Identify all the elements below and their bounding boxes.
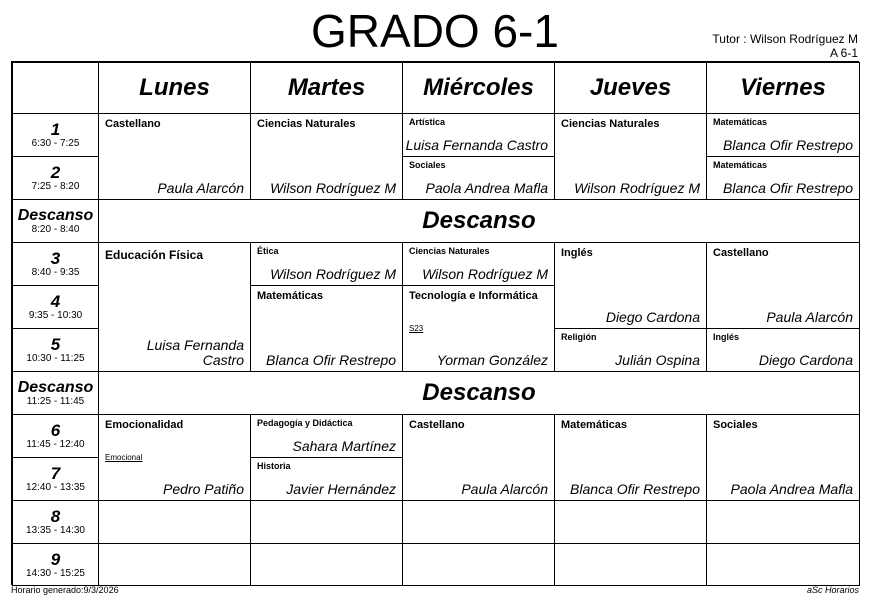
teacher-label: Javier Hernández <box>286 481 396 497</box>
empty-cell[interactable] <box>250 500 403 544</box>
subject-label: Ética <box>257 246 279 256</box>
break-label <box>12 199 99 243</box>
teacher-label: Paola Andrea Mafla <box>730 481 853 497</box>
period-time: 13:35 - 14:30 <box>26 525 85 536</box>
period-time: 14:30 - 15:25 <box>26 567 85 579</box>
break-row: Descanso <box>98 371 860 415</box>
period-time: 11:45 - 12:40 <box>26 439 85 450</box>
period-time: 6:30 - 7:25 <box>31 138 80 149</box>
teacher-line: Castro <box>202 352 244 368</box>
lesson-cell[interactable] <box>98 414 251 501</box>
day-header-lunes: Lunes <box>98 62 251 114</box>
empty-cell[interactable] <box>554 500 707 544</box>
lesson-cell[interactable] <box>706 414 860 501</box>
room-label: S23 <box>409 324 424 333</box>
lesson-cell[interactable] <box>402 242 555 286</box>
subject-label: Matemáticas <box>561 419 628 431</box>
period-label <box>12 156 99 200</box>
period-number: 6 <box>50 421 61 440</box>
subject-label: Historia <box>257 461 291 471</box>
subject-label: Matemáticas <box>713 160 768 170</box>
day-header-martes: Martes <box>250 62 403 114</box>
lesson-cell[interactable] <box>706 113 860 157</box>
teacher-label: Diego Cardona <box>758 352 853 368</box>
lesson-cell[interactable] <box>250 414 403 458</box>
subject-label: Pedagogía y Didáctica <box>257 418 353 428</box>
subject-label: Sociales <box>713 419 758 431</box>
lesson-cell[interactable] <box>554 242 707 329</box>
period-number: 1 <box>50 120 61 139</box>
subject-label: Artística <box>409 117 446 127</box>
lesson-cell[interactable] <box>98 113 251 200</box>
teacher-label <box>147 338 244 368</box>
subject-label: Ciencias Naturales <box>561 118 660 130</box>
period-label <box>12 543 99 586</box>
teacher-label: Paula Alarcón <box>157 180 244 196</box>
subject-label: Religión <box>561 332 597 342</box>
teacher-label: Blanca Ofir Restrepo <box>723 180 853 196</box>
empty-cell[interactable] <box>706 543 860 586</box>
room-label: Emocional <box>105 453 143 462</box>
period-number: 9 <box>50 549 61 569</box>
teacher-label: Pedro Patiño <box>163 481 244 497</box>
teacher-label: Blanca Ofir Restrepo <box>570 481 700 497</box>
period-number: Descanso <box>17 206 94 224</box>
subject-label: Matemáticas <box>257 290 324 302</box>
period-label <box>12 500 99 544</box>
teacher-line: Luisa Fernanda <box>146 337 244 353</box>
period-label <box>12 113 99 157</box>
break-row: Descanso <box>98 199 860 243</box>
subject-label: Castellano <box>105 118 161 130</box>
period-time: 8:20 - 8:40 <box>31 223 80 235</box>
timetable-grid <box>11 61 859 585</box>
period-time: 12:40 - 13:35 <box>26 482 85 493</box>
lesson-cell[interactable] <box>402 156 555 200</box>
subject-label: Castellano <box>409 419 465 431</box>
lesson-cell[interactable] <box>250 285 403 372</box>
period-number: 7 <box>50 464 61 483</box>
teacher-label: Luisa Fernanda Castro <box>405 137 548 153</box>
period-number: 2 <box>50 163 61 182</box>
lesson-cell[interactable] <box>402 414 555 501</box>
teacher-label: Paula Alarcón <box>766 309 853 325</box>
lesson-cell[interactable] <box>402 113 555 157</box>
day-header-viernes: Viernes <box>706 62 860 114</box>
empty-cell[interactable] <box>98 543 251 586</box>
period-number: 3 <box>50 249 61 268</box>
subject-label: Castellano <box>713 247 769 259</box>
empty-cell[interactable] <box>402 543 555 586</box>
tutor-name: Tutor : Wilson Rodríguez M <box>712 32 858 46</box>
subject-label: Inglés <box>561 247 593 259</box>
period-label <box>12 328 99 372</box>
period-time: 10:30 - 11:25 <box>26 353 85 364</box>
period-number: 4 <box>50 292 61 311</box>
teacher-label: Wilson Rodríguez M <box>574 180 700 196</box>
teacher-label: Julián Ospina <box>615 352 700 368</box>
lesson-cell[interactable] <box>250 242 403 286</box>
classroom-label: A 6-1 <box>829 46 858 60</box>
period-label <box>12 457 99 501</box>
tutor-info <box>712 32 858 60</box>
period-time: 9:35 - 10:30 <box>28 310 83 321</box>
lesson-cell[interactable] <box>554 328 707 372</box>
teacher-label: Blanca Ofir Restrepo <box>266 352 396 368</box>
teacher-label: Sahara Martínez <box>292 438 396 454</box>
period-time: 8:40 - 9:35 <box>31 267 80 278</box>
period-time: 11:25 - 11:45 <box>26 395 85 407</box>
teacher-label: Blanca Ofir Restrepo <box>723 137 853 153</box>
subject-label: Matemáticas <box>713 117 768 127</box>
period-label <box>12 242 99 286</box>
empty-cell[interactable] <box>706 500 860 544</box>
lesson-cell[interactable] <box>706 242 860 329</box>
lesson-cell[interactable] <box>706 156 860 200</box>
teacher-label: Wilson Rodríguez M <box>270 266 396 282</box>
empty-cell[interactable] <box>554 543 707 586</box>
period-time: 7:25 - 8:20 <box>31 181 80 192</box>
lesson-cell[interactable] <box>250 113 403 200</box>
teacher-label: Wilson Rodríguez M <box>422 266 548 282</box>
period-number: 5 <box>50 335 61 354</box>
teacher-label: Paola Andrea Mafla <box>425 180 548 196</box>
lesson-cell[interactable] <box>554 414 707 501</box>
day-header-jueves: Jueves <box>554 62 707 114</box>
subject-label: Tecnología e Informática <box>409 290 538 302</box>
brand-label: aSc Horarios <box>806 585 859 595</box>
teacher-label: Paula Alarcón <box>461 481 548 497</box>
teacher-label: Diego Cardona <box>605 309 700 325</box>
lesson-cell[interactable] <box>706 328 860 372</box>
teacher-label: Wilson Rodríguez M <box>270 180 396 196</box>
empty-cell[interactable] <box>250 543 403 586</box>
lesson-cell[interactable] <box>554 113 707 200</box>
break-label <box>12 371 99 415</box>
empty-cell[interactable] <box>98 500 251 544</box>
subject-label: Educación Física <box>105 248 204 262</box>
subject-label: Inglés <box>713 332 740 342</box>
lesson-cell[interactable] <box>402 285 555 372</box>
subject-label: Ciencias Naturales <box>257 118 356 130</box>
corner-cell <box>12 62 99 114</box>
period-label <box>12 414 99 458</box>
lesson-cell[interactable] <box>250 457 403 501</box>
subject-label: Ciencias Naturales <box>409 246 490 256</box>
empty-cell[interactable] <box>402 500 555 544</box>
teacher-label: Yorman González <box>436 352 548 368</box>
period-number: 8 <box>50 507 61 526</box>
period-number: Descanso <box>17 378 94 396</box>
generated-date: Horario generado:9/3/2026 <box>11 585 119 595</box>
day-header-miercoles: Miércoles <box>402 62 555 114</box>
subject-label: Sociales <box>409 160 446 170</box>
lesson-cell[interactable] <box>98 242 251 372</box>
page-title: GRADO 6-1 <box>311 5 559 57</box>
period-label <box>12 285 99 329</box>
subject-label: Emocionalidad <box>105 419 184 431</box>
